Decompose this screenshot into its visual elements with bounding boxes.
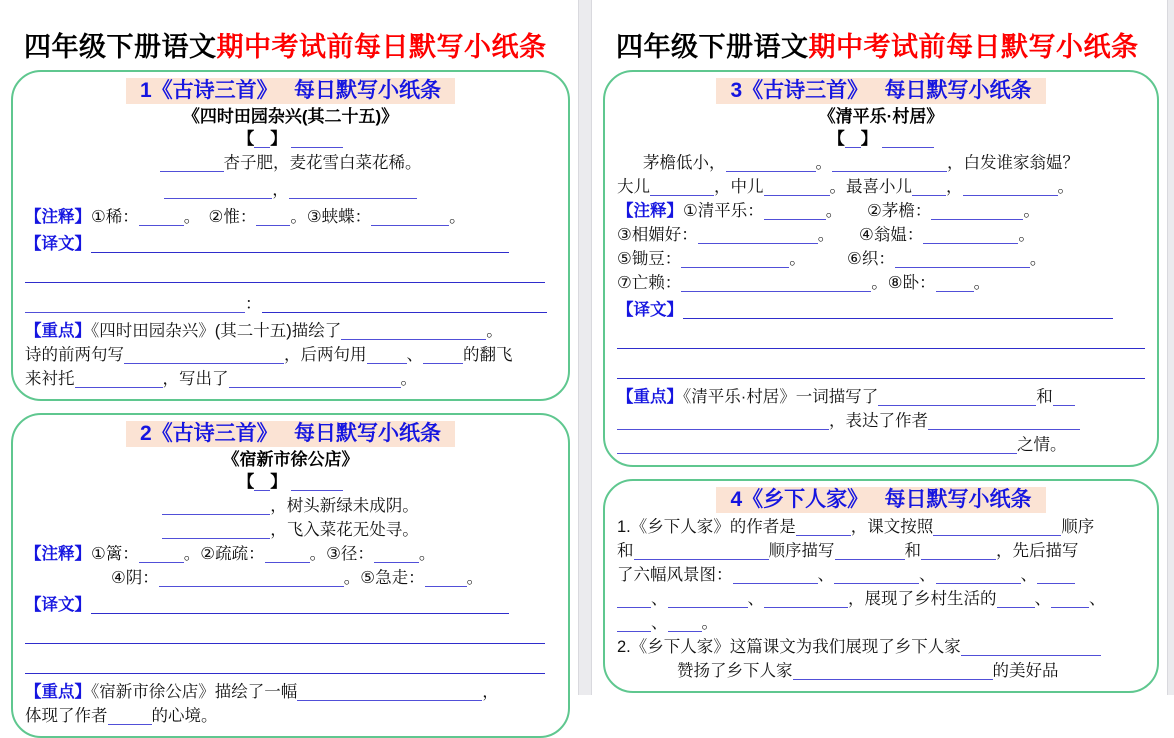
text-run: 、	[1089, 590, 1106, 608]
blank-underline	[254, 475, 270, 491]
blank-underline	[764, 180, 830, 196]
blank-underline	[162, 523, 270, 539]
worksheet-box-2	[11, 413, 570, 738]
box-2-body	[25, 470, 556, 728]
worksheet-line	[25, 205, 556, 229]
section-label: 【注释】	[25, 208, 91, 226]
worksheet-line	[25, 518, 556, 542]
box-3-header-text: 3《古诗三首》 每日默写小纸条	[716, 78, 1045, 104]
text-run: 】	[270, 473, 287, 491]
text-run: 。③蛱蝶：	[290, 208, 372, 226]
text-run: 、	[1020, 566, 1037, 584]
blank-underline	[963, 180, 1058, 196]
text-run: ，	[272, 181, 289, 199]
blank-underline	[845, 132, 861, 148]
worksheet-line	[25, 151, 556, 175]
worksheet-line	[617, 355, 1145, 385]
blank-underline	[1051, 592, 1089, 608]
box-1-header	[25, 78, 556, 104]
blank-underline	[882, 132, 934, 148]
blank-underline	[371, 210, 449, 226]
blank-underline	[25, 658, 545, 674]
text-run: ，白发谁家翁媪？	[947, 154, 1079, 172]
text-run: 。 ②茅檐：	[825, 202, 932, 220]
text-run: 体现了作者	[25, 707, 108, 725]
blank-underline	[162, 499, 270, 515]
page-title	[616, 25, 1167, 64]
text-run: 。	[1023, 202, 1040, 220]
worksheet-line	[617, 151, 1145, 175]
blank-underline	[1053, 390, 1075, 406]
page-title-black: 四年级下册语文	[616, 32, 809, 62]
blank-underline	[25, 628, 545, 644]
box-1-poem-title: 《四时田园杂兴(其二十五)》	[182, 107, 399, 126]
worksheet-line	[617, 271, 1145, 295]
page-title-red: 期中考试前每日默写小纸条	[808, 32, 1139, 62]
text-run: 和	[1036, 388, 1053, 406]
text-run: 】	[860, 130, 878, 148]
text-run: 和	[904, 542, 921, 560]
blank-underline	[256, 210, 290, 226]
blank-underline	[1037, 568, 1075, 584]
text-run: 顺序描写	[768, 542, 835, 560]
text-run: 之情。	[1017, 436, 1067, 454]
worksheet-line	[617, 223, 1145, 247]
text-run: 、	[406, 346, 423, 364]
blank-underline	[726, 156, 816, 172]
worksheet-line	[25, 289, 556, 319]
text-run: 了六幅风景图：	[617, 566, 733, 584]
blank-underline	[923, 228, 1018, 244]
blank-underline	[764, 592, 848, 608]
blank-underline	[928, 414, 1080, 430]
section-label: 【注释】	[25, 545, 91, 563]
blank-underline	[834, 568, 919, 584]
text-run: ①清平乐：	[683, 202, 764, 220]
worksheet-line	[617, 587, 1145, 611]
text-run: 、	[817, 566, 834, 584]
worksheet-line	[617, 659, 1145, 683]
text-run: 。	[1029, 250, 1047, 268]
text-run: ，飞入菜花无处寻。	[270, 521, 419, 539]
page-title-black: 四年级下册语文	[24, 32, 217, 62]
page-edge-strip	[1167, 0, 1174, 695]
worksheet-line	[617, 515, 1145, 539]
blank-underline	[796, 520, 851, 536]
text-run: 。最喜小儿	[829, 178, 912, 196]
page-right	[592, 0, 1167, 695]
blank-underline	[91, 237, 509, 253]
worksheet-line	[25, 343, 556, 367]
text-run: 、	[747, 590, 764, 608]
blank-underline	[936, 276, 974, 292]
text-run: 。	[466, 569, 484, 587]
blank-underline	[617, 438, 1017, 454]
blank-underline	[423, 348, 463, 364]
blank-underline	[25, 267, 545, 283]
text-run: 【	[237, 473, 255, 491]
blank-underline	[124, 348, 284, 364]
blank-underline	[164, 183, 272, 199]
blank-underline	[139, 547, 184, 563]
text-run: ①稀：	[91, 208, 139, 226]
text-run: 。	[973, 274, 991, 292]
text-run: ，展现了乡村生活的	[848, 590, 997, 608]
worksheet-line	[617, 247, 1145, 271]
worksheet-line	[25, 566, 556, 590]
text-run: ⑤锄豆：	[617, 250, 682, 268]
blank-underline	[698, 228, 818, 244]
blank-underline	[668, 616, 702, 632]
text-run: 的翻飞	[463, 346, 513, 364]
text-run: 。	[1057, 178, 1074, 196]
text-run: ，中儿	[714, 178, 764, 196]
blank-underline	[961, 640, 1101, 656]
text-run: 。 ⑥织：	[789, 250, 895, 268]
text-run: 。	[449, 208, 466, 226]
blank-underline	[25, 297, 245, 313]
blank-underline	[425, 571, 467, 587]
page-title	[24, 25, 578, 64]
text-run: ④阴：	[111, 569, 159, 587]
section-label: 【重点】	[25, 322, 91, 340]
blank-underline	[617, 414, 829, 430]
text-run: 。②疏疏：	[183, 545, 265, 563]
blank-underline	[254, 132, 270, 148]
text-run: 和	[617, 542, 634, 560]
text-run: ③相媚好：	[617, 226, 698, 244]
blank-underline	[297, 685, 482, 701]
text-run: 、	[1034, 590, 1051, 608]
blank-underline	[291, 132, 343, 148]
box-3-poem-title: 《清平乐·村居》	[818, 107, 944, 126]
section-label: 【译文】	[25, 235, 91, 253]
text-run: ，树头新绿未成阴。	[270, 497, 419, 515]
blank-underline	[936, 568, 1021, 584]
box-4-header	[617, 487, 1145, 513]
text-run: 、	[919, 566, 936, 584]
blank-underline	[374, 547, 419, 563]
blank-underline	[681, 252, 789, 268]
worksheet-line	[617, 433, 1145, 457]
text-run: ⑦亡赖：	[617, 274, 682, 292]
text-run: 《四时田园杂兴》(其二十五)描绘了	[91, 322, 342, 340]
text-run: 的美好品	[992, 662, 1059, 680]
text-run: 。 ②惟：	[183, 208, 257, 226]
worksheet-line	[25, 680, 556, 704]
blank-underline	[108, 709, 152, 725]
text-run: 诗的前两句写	[25, 346, 124, 364]
text-run: 、	[651, 614, 668, 632]
worksheet-line	[617, 295, 1145, 325]
text-run: 。	[418, 545, 436, 563]
worksheet-box-4	[603, 479, 1159, 693]
box-2-header	[25, 421, 556, 447]
text-run: 。	[400, 370, 417, 388]
worksheet-box-3	[603, 70, 1159, 467]
text-run: 。	[1018, 226, 1035, 244]
blank-underline	[617, 616, 651, 632]
blank-underline	[683, 303, 1113, 319]
text-run: ，	[482, 683, 499, 701]
box-3-body	[617, 127, 1145, 457]
page-gutter	[578, 0, 592, 695]
blank-underline	[341, 324, 486, 340]
blank-underline	[634, 544, 769, 560]
text-run: 。	[486, 322, 503, 340]
worksheet-line	[25, 620, 556, 650]
text-run: 。	[815, 154, 832, 172]
section-label: 【译文】	[25, 596, 91, 614]
worksheet-line	[617, 325, 1145, 355]
text-run: ，后两句用	[284, 346, 367, 364]
blank-underline	[262, 297, 547, 313]
text-run: 的心境。	[151, 707, 218, 725]
blank-underline	[159, 571, 344, 587]
page-title-red: 期中考试前每日默写小纸条	[216, 32, 547, 62]
worksheet-line	[617, 539, 1145, 563]
text-run: 】	[270, 130, 287, 148]
blank-underline	[878, 390, 1036, 406]
text-run: 《清平乐·村居》一词描写了	[683, 388, 879, 406]
blank-underline	[681, 276, 871, 292]
text-run: 。⑤急走：	[343, 569, 425, 587]
blank-underline	[75, 372, 163, 388]
blank-underline	[617, 592, 651, 608]
worksheet-line	[25, 704, 556, 728]
blank-underline	[650, 180, 714, 196]
text-run: 2.《乡下人家》这篇课文为我们展现了乡下人家	[617, 638, 961, 656]
box-4-header-text: 4《乡下人家》 每日默写小纸条	[716, 487, 1045, 513]
blank-underline	[931, 204, 1023, 220]
text-run: 赞扬了乡下人家	[677, 662, 793, 680]
blank-underline	[617, 333, 1145, 349]
text-run: ，表达了作者	[829, 412, 928, 430]
text-run: ①篱：	[91, 545, 139, 563]
blank-underline	[764, 204, 826, 220]
text-run: 大儿	[617, 178, 650, 196]
text-run: 、	[651, 590, 668, 608]
worksheet-line	[25, 259, 556, 289]
worksheet-line	[25, 319, 556, 343]
section-label: 【重点】	[617, 388, 683, 406]
text-run: 茅檐低小，	[643, 154, 726, 172]
box-4-body	[617, 515, 1145, 683]
blank-underline	[229, 372, 401, 388]
text-run: 顺序	[1061, 518, 1095, 536]
section-label: 【重点】	[25, 683, 91, 701]
blank-underline	[933, 520, 1061, 536]
blank-underline	[367, 348, 407, 364]
worksheet-line	[25, 127, 556, 151]
worksheet-line	[617, 563, 1145, 587]
worksheet-line	[617, 199, 1145, 223]
blank-underline	[832, 156, 947, 172]
blank-underline	[912, 180, 946, 196]
box-1-header-text: 1《古诗三首》 每日默写小纸条	[126, 78, 455, 104]
worksheet-box-1	[11, 70, 570, 401]
text-run: ，	[946, 178, 963, 196]
worksheet-line	[25, 175, 556, 205]
worksheet-line	[617, 409, 1145, 433]
box-2-poem-title: 《宿新市徐公店》	[222, 450, 359, 469]
worksheet-line	[617, 611, 1145, 635]
blank-underline	[265, 547, 310, 563]
section-label: 【注释】	[617, 202, 683, 220]
worksheet-line	[25, 650, 556, 680]
blank-underline	[733, 568, 818, 584]
worksheet-line	[25, 367, 556, 391]
blank-underline	[668, 592, 748, 608]
text-run: 《宿新市徐公店》描绘了一幅	[91, 683, 298, 701]
worksheet-line	[25, 542, 556, 566]
box-1-body	[25, 127, 556, 391]
blank-underline	[291, 475, 343, 491]
blank-underline	[793, 664, 993, 680]
text-run: 来衬托	[25, 370, 75, 388]
blank-underline	[289, 183, 417, 199]
text-run: 。③径：	[309, 545, 374, 563]
text-run: ，课文按照	[850, 518, 934, 536]
text-run: 1.《乡下人家》的作者是	[617, 518, 796, 536]
text-run: 。⑧卧：	[871, 274, 936, 292]
worksheet-line	[25, 229, 556, 259]
text-run: ，写出了	[162, 370, 229, 388]
text-run: 。 ④翁媪：	[817, 226, 924, 244]
box-2-header-text: 2《古诗三首》 每日默写小纸条	[126, 421, 455, 447]
worksheet-line	[617, 385, 1145, 409]
blank-underline	[617, 363, 1145, 379]
worksheet-line	[617, 635, 1145, 659]
worksheet-line	[25, 494, 556, 518]
text-run: 杏子肥，麦花雪白菜花稀。	[223, 154, 422, 172]
blank-underline	[835, 544, 905, 560]
blank-underline	[921, 544, 996, 560]
worksheet-line	[25, 470, 556, 494]
worksheet-line	[25, 590, 556, 620]
blank-underline	[139, 210, 184, 226]
text-run: ，先后描写	[996, 542, 1079, 560]
blank-underline	[895, 252, 1030, 268]
page-left	[0, 0, 578, 725]
worksheet-line	[617, 175, 1145, 199]
worksheet-line	[617, 127, 1145, 151]
text-run: ：	[245, 295, 262, 313]
text-run: 【	[828, 130, 845, 148]
box-3-header	[617, 78, 1145, 104]
section-label: 【译文】	[617, 301, 683, 319]
blank-underline	[997, 592, 1035, 608]
blank-underline	[91, 598, 509, 614]
text-run: 。	[701, 614, 718, 632]
blank-underline	[160, 156, 224, 172]
text-run: 【	[237, 130, 255, 148]
